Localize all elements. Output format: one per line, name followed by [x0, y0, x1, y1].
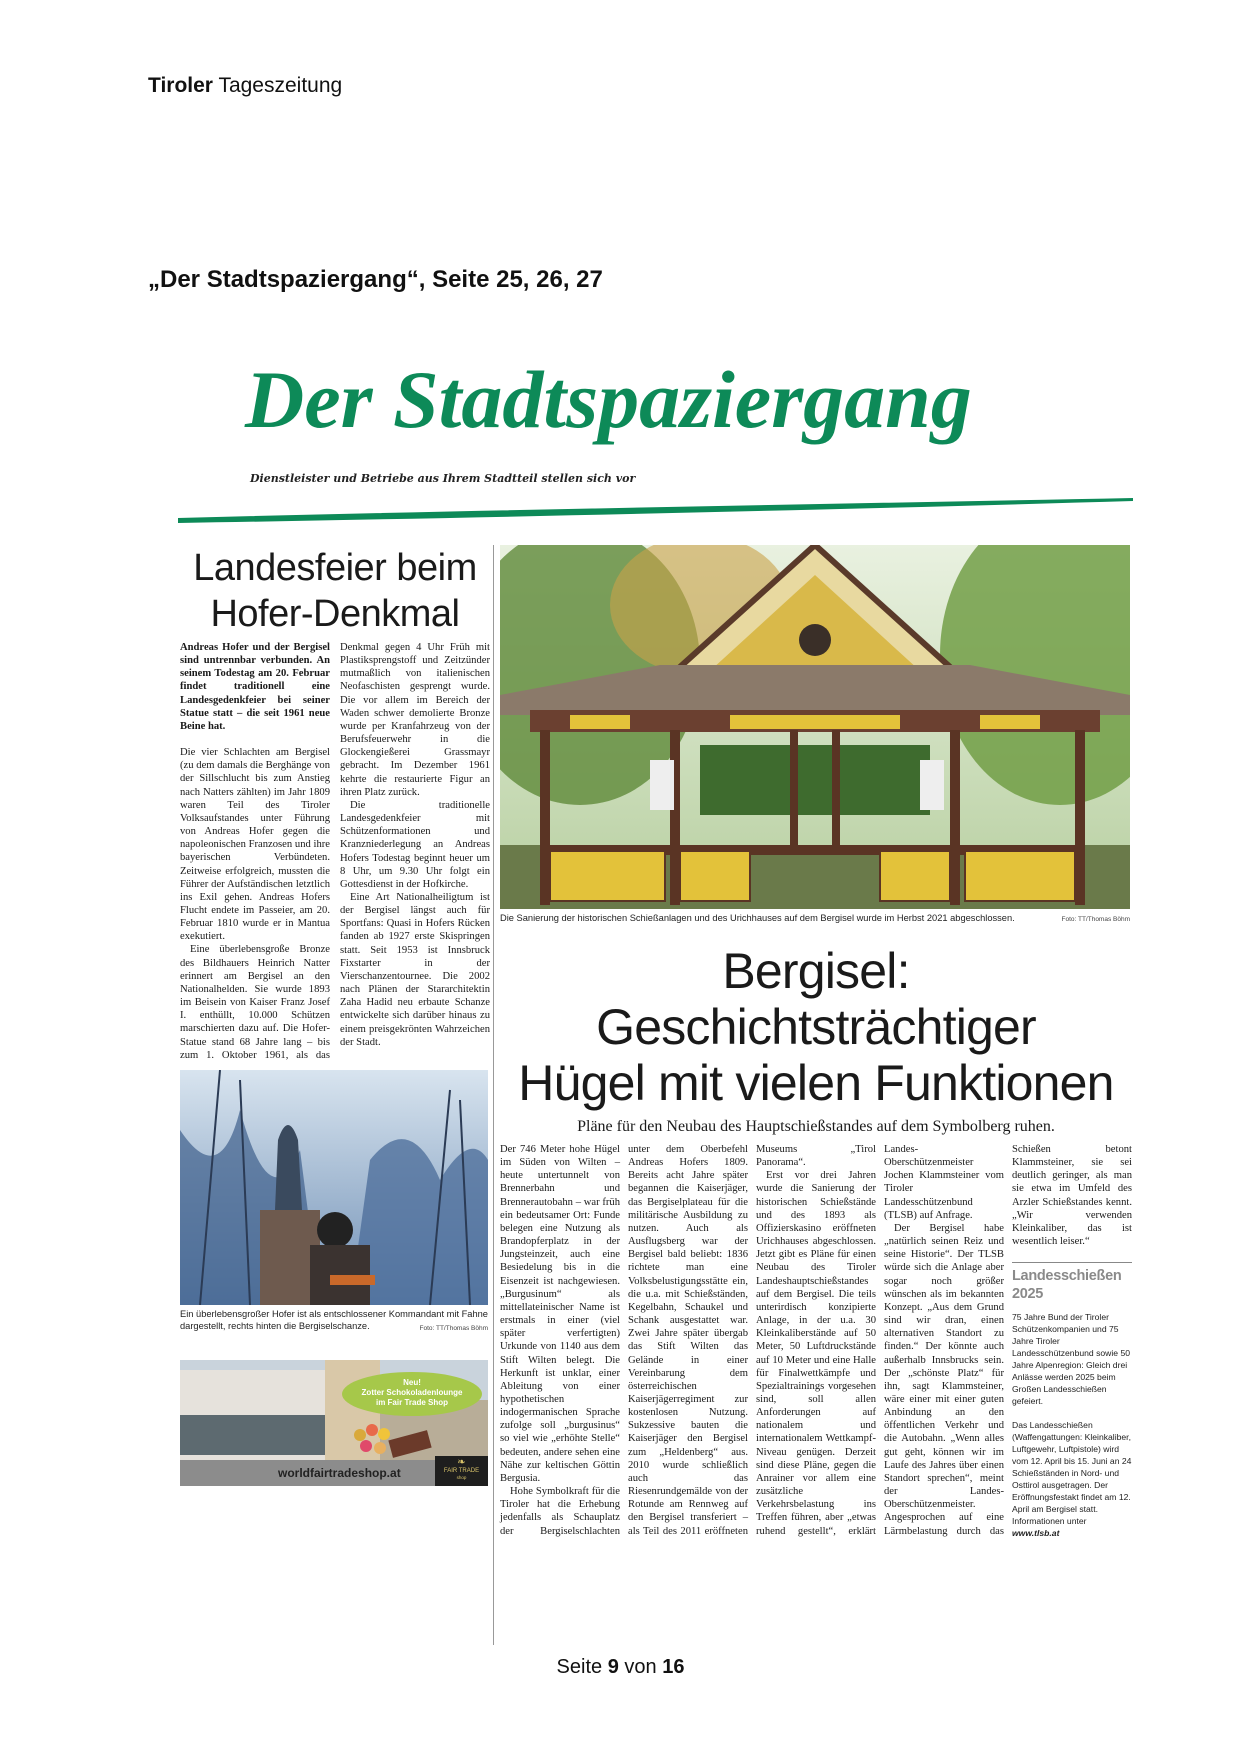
- landesschiessen-info-box: [1012, 1262, 1132, 1539]
- tlsb-link[interactable]: www.tlsb.at: [1012, 1528, 1060, 1539]
- article2-paragraph: Der 746 Meter hohe Hügel im Süden von Wilten – heute untertunnelt von Brennerbahn und Brennerautobahn – war früh ein bedeutsamer Ort: Funde belegen eine Nutzung als Brandopferplatz in der Jungsteinzeit, auch eine Besiedelung bis in die Eisenzeit ist nachgewiesen. „Burgusinum“ als mittellateinischer Name ist erstmals in einer (viel später verfertigten) Urkunde von 1140 aus dem Stift Wilten belegt. Die Herkunft ist unklar, einer Ableitung von einer hypothetischen indogermanischen Sprache zufolge soll „burgusinus“ so viel wie „erhöhte Stelle“ bedeuten, andere sehen eine Nähe zur keltischen Göttin Bergusia.: [500, 1144, 620, 1484]
- info-box-text: Das Landesschießen (Waffengattungen: Kleinkaliber, Luftgewehr, Luftpistole) wird vom 12. April bis 15. Juni an 24 Schießständen in Nord- und Osttirol ausgetragen. Der Eröffnungsfestakt findet am 12. April am Bergisel statt. Informationen unter www.tlsb.at: [1012, 1420, 1132, 1539]
- article1-paragraph: Eine überlebensgroße Bronze des Bildhauers Heinrich Natter erinnert am Bergisel an den Nationalhelden. Sie wurde 1893 im Beisein von Kaiser Franz Josef I. enthüllt, 10.000 Schützen marschierten dazu auf. Die Hofer-Statue stand 68 Jahre lang – bis zum 1. Oktober 1961, als das Denkmal gegen 4 Uhr Früh mit Plastiksprengstoff und Zeitzünder mutmaßlich von italienischen Neofaschisten gesprengt wurde. Die vor allem im Bereich der Waden schwer demolierte Bronze wurde per Kranfahrzeug von der Berufsfeuerwehr in die Glockengießerei Grassmayr gebracht. Im Dezember 1961 kehrte die restaurierte Figur an ihren Platz zurück.: [180, 642, 490, 1061]
- left-column: [180, 545, 490, 1645]
- info-box-title: Landesschießen 2025: [1012, 1268, 1122, 1303]
- fair-trade-shop-ad[interactable]: [180, 1360, 488, 1486]
- article2-paragraph: Hohe Symbolkraft für die Tiroler hat die Erhebung jedenfalls als Schauplatz der Bergiselschlachten unter dem Oberbefehl Andreas Hofers 1809. Bereits acht Jahre später begannen die Kaiserjäger, das Bergiselplateau für die militärische Ausbildung zu nutzen. Auch als Ausflugsberg war der Bergisel bald beliebt: 1836 richtete man eine Volksbelustigungsstätte ein, die u.a. mit Schießständen, Kegelbahn, Schaukel und Schank ausgestattet war. Zwei Jahre später übergab das Stift Wilten das Gelände in einer Vereinbarung dem österreichischen Kaiserjägerregiment zur kostenlosen Nutzung. Sukzessive bauten die Kaiserjäger den Bergisel zum „Heldenberg“ aus. 2010 wurde schließlich auch das Riesenrundgemälde von der Rotunde am Rennweg auf den Bergisel transferiert – als Teil des 2011 eröffneten Museums „Tirol Panorama“.: [500, 1144, 876, 1537]
- fair-trade-leaf-icon: ❧: [457, 1456, 466, 1468]
- hofer-statue-photo: [180, 1070, 488, 1305]
- article1-paragraph: Die vier Schlachten am Bergisel (zu dem damals die Berghänge von der Sillschlucht bis zum Anstieg nach Natters zählten) im Jahr 1809 waren Teil des Tiroler Volksaufstandes unter Führung von Andreas Hofer gegen die napoleonischen Franzosen und ihre bayerischen Verbündeten. Zeitweise erfolgreich, mussten die Führer der Aufständischen letztlich ins Exil gehen. Andreas Hofers Flucht endete im Passeier, am 20. Februar 1810 wurde er in Mantua exekutiert.: [180, 747, 330, 943]
- section-tagline: Dienstleister und Betriebe aus Ihrem Stadtteil stellen sich vor: [250, 472, 636, 485]
- section-logo-title: Der Stadtspaziergang: [245, 354, 972, 445]
- article1-paragraph: Eine Art Nationalheiligtum ist der Bergisel längst auch für Sportfans: Quasi in Hofers Rücken fanden ab 1927 erste Skispringen statt. Seit 1953 ist Innsbruck Fixstarter in der Vierschanzentournee. Die 2002 nach Plänen der Stararchitektin Zaha Hadid neu erbaute Schanze entwickelte sich darüber hinaus zu einem preisgekrönten Wahrzeichen der Stadt.: [340, 891, 490, 1048]
- article1-paragraph: Die traditionelle Landesgedenkfeier mit Schützenformationen und Kranzniederlegung an Andreas Hofers Todestag beginnt heuer um 8 Uhr, um 9.30 Uhr folgt ein Gottesdienst in der Hofkirche.: [340, 799, 490, 890]
- right-column: [500, 545, 1132, 1645]
- article1-body: [180, 641, 490, 1062]
- page-footer: Seite 9 von 16: [556, 1656, 685, 1678]
- urichhaus-pavilion-photo: [500, 545, 1130, 909]
- page-content: [180, 0, 1132, 1645]
- info-box-text: 75 Jahre Bund der Tiroler Schützenkompanien und 75 Jahre Tiroler Landesschützenbund sowie 50 Jahre Alpenregion: Gleich drei Anlässe werden 2025 beim Großen Landesschießen gefeiert.: [1012, 1312, 1131, 1407]
- photo-credit: Foto: TT/Thomas Böhm: [1061, 916, 1130, 923]
- column-divider: [493, 545, 494, 1645]
- statue-photo-caption: Ein überlebensgroßer Hofer ist als entschlossener Kommandant mit Fahne dargestellt, rechts hinten die Bergiselschanze. Foto: TT/Thomas Böhm: [180, 1308, 488, 1332]
- pavilion-photo-caption: Die Sanierung der historischen Schießanlagen und des Urichhauses auf dem Bergisel wurde im Herbst 2021 abgeschlossen. Foto: TT/Thomas Böhm: [500, 913, 1130, 923]
- article2-paragraph: Der Bergisel habe „natürlich seinen Reiz und seine Historie“. Der TLSB würde sich die Anlage aber sogar noch größer wünschen als im bekannten Konzept. „Aus dem Grund sind wir dran, einen alternativen Standort zu finden.“ Der könnte auch außerhalb Innsbrucks sein. Der „schönste Platz“ für ihn, sagt Klammsteiner, wäre einer mit einer guten Anbindung an den öffentlichen Verkehr und die Autobahn. „Wenn alles gut geht, können wir im Laufe des Jahres über einen Standort sprechen“, meint der Landes-Oberschützenmeister. Angesprochen auf eine Lärmbelastung durch das Schießen betont Klammsteiner, sie sei deutlich geringer, als man sie etwa im Umfeld des Arzler Schießstandes kennt. „Wir verwenden Kleinkaliber, das ist wesentlich leiser.“: [884, 1144, 1132, 1537]
- article1-lead: Andreas Hofer und der Bergisel sind untrennbar verbunden. An seinem Todestag am 20. Februar findet traditionell eine Landesgedenkfeier bei seiner Statue statt – die seit 1961 neue Beine hat.: [180, 642, 330, 732]
- fair-trade-logo: ❧ FAIR TRADE shop: [435, 1458, 488, 1480]
- article2-headline: Bergisel: Geschichtsträchtiger Hügel mit vielen Funktionen: [518, 943, 1114, 1111]
- photo-credit: Foto: TT/Thomas Böhm: [419, 1324, 488, 1332]
- article1-headline: Landesfeier beim Hofer-Denkmal: [193, 547, 477, 635]
- publication-name: Tiroler Tageszeitung: [148, 74, 343, 97]
- ad-bubble: Neu! Zotter Schokoladenlounge im Fair Trade Shop: [342, 1372, 482, 1416]
- article2-subheadline: Pläne für den Neubau des Hauptschießstandes auf dem Symbolberg ruhen.: [577, 1118, 1055, 1135]
- section-reference: „Der Stadtspaziergang“, Seite 25, 26, 27: [148, 266, 603, 293]
- article2-paragraph: Erst vor drei Jahren wurde die Sanierung der historischen Schießstände und des 1893 als Offizierskasino eröffneten Urichhauses abgeschlossen. Jetzt gibt es Pläne für einen Neubau des Tiroler Landeshauptschießstandes auf dem Bergisel. Die teils unterirdisch konzipierte Anlage, in der u.a. 30 Kleinkaliberstände auf 50 Meter, 50 Luftdruckstände auf 10 Meter und eine Halle für Finalwettkämpfe und Spezialtrainings vorgesehen sind, soll allen Anforderungen auf nationalem und internationalem Wettkampf-Niveau genügen. Derzeit sind diese Pläne, gegen die Anrainer vor allem eine zusätzliche Verkehrsbelastung ins Treffen führen, aber „etwas ruhend gestellt“, erklärt Landes-Oberschützenmeister Jochen Klammsteiner vom Tiroler Landesschützenbund (TLSB) auf Anfrage.: [756, 1144, 1004, 1537]
- article2-body: [500, 1143, 1132, 1540]
- ad-url[interactable]: worldfairtradeshop.at: [278, 1465, 401, 1480]
